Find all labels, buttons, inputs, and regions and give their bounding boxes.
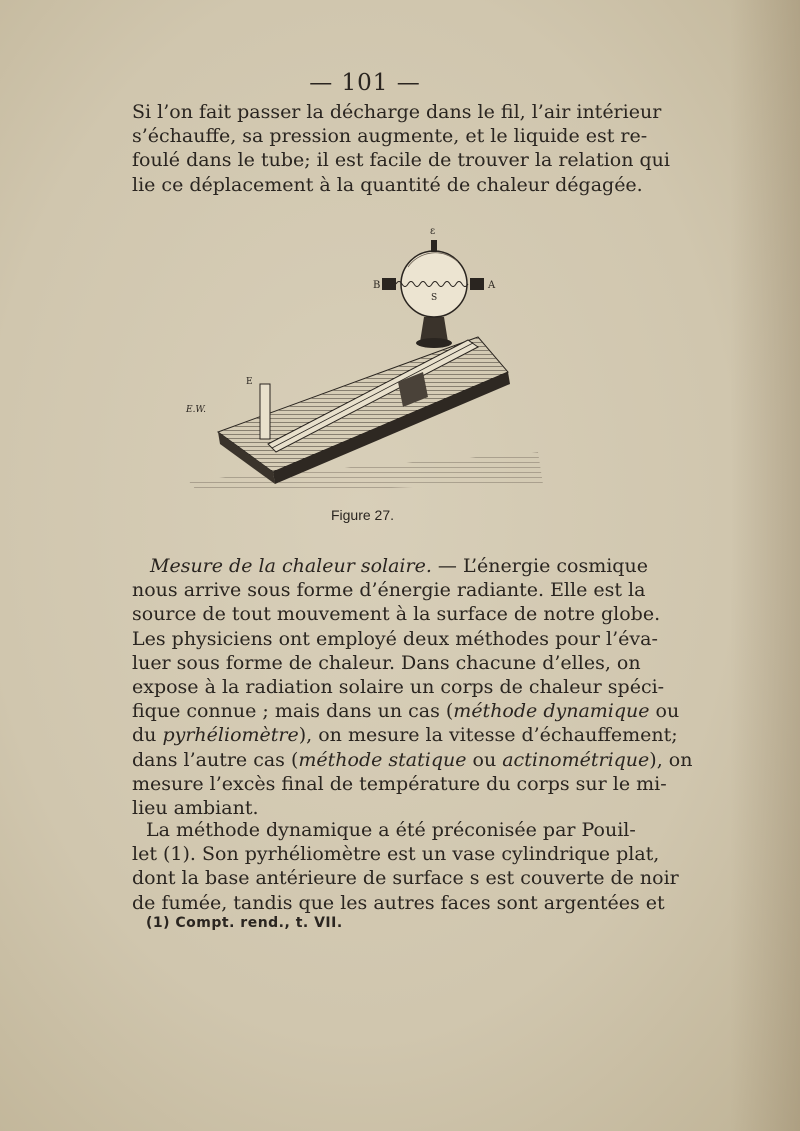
text-segment: du: [132, 724, 163, 747]
text-line: lieu ambiant.: [132, 797, 259, 820]
label-top: ε: [430, 226, 436, 237]
top-stopper: [431, 240, 437, 252]
text-line: Les physiciens ont employé deux méthodes pour l’éva-: [132, 627, 658, 650]
paragraph-2: [132, 554, 693, 820]
page-edge-stain: [730, 0, 800, 1131]
text-line: luer sous forme de chaleur. Dans chacune d’elles, on: [132, 651, 641, 674]
text-line: source de tout mouvement à la surface de notre globe.: [132, 603, 661, 626]
apparatus-engraving: [178, 222, 548, 502]
italic-term: pyrhéliomètre: [162, 724, 299, 747]
reservoir-tube: [260, 384, 270, 439]
terminal-b: [382, 278, 396, 290]
text-line: La méthode dynamique a été préconisée par Pouil-: [146, 819, 636, 841]
text-segment: ), on mesure la vitesse d’échauffement;: [298, 724, 678, 747]
paragraph-3: [132, 818, 679, 915]
text-line: foulé dans le tube; il est facile de trouver la relation qui: [132, 149, 670, 172]
italic-term: méthode statique: [298, 748, 467, 771]
text-line: de fumée, tandis que les autres faces sont argentées et: [132, 891, 665, 914]
text-segment: fique connue ; mais dans un cas (: [132, 700, 454, 723]
section-heading: Mesure de la chaleur solaire.: [150, 555, 432, 577]
text-line: [132, 699, 680, 723]
text-line: nous arrive sous forme d’énergie radiante. Elle est la: [132, 579, 646, 602]
text-segment: dans l’autre cas (: [132, 748, 299, 771]
page-number: — 101 —: [309, 70, 421, 96]
text-segment: — L’énergie cosmique: [431, 555, 648, 577]
text-line: s’échauffe, sa pression augmente, et le liquide est re-: [132, 125, 648, 148]
label-e: E: [246, 377, 253, 387]
text-line: [132, 748, 693, 772]
text-line: [132, 554, 648, 578]
text-line: Si l’on fait passer la décharge dans le fil, l’air intérieur: [132, 101, 662, 123]
engraver-signature: E.W.: [186, 405, 206, 415]
paragraph-1: [132, 100, 670, 197]
text-line: mesure l’excès final de température du corps sur le mi-: [132, 772, 667, 795]
text-segment: ), on: [649, 748, 693, 771]
text-line: expose à la radiation solaire un corps de chaleur spéci-: [132, 676, 665, 699]
label-a: A: [488, 280, 496, 291]
text-segment: ou: [649, 700, 680, 723]
footnote: (1) Compt. rend., t. VII.: [146, 915, 343, 931]
label-b: B: [373, 280, 381, 291]
figure-27-illustration: [178, 222, 548, 502]
terminal-a: [470, 278, 484, 290]
text-line: dont la base antérieure de surface s est couverte de noir: [132, 867, 679, 890]
text-line: let (1). Son pyrhéliomètre est un vase cylindrique plat,: [132, 843, 660, 866]
italic-term: actinométrique: [502, 748, 650, 771]
italic-term: méthode dynamique: [453, 700, 650, 723]
figure-caption: Figure 27.: [330, 507, 395, 523]
text-line: [132, 723, 678, 747]
text-segment: ou: [466, 748, 503, 771]
label-s: S: [431, 293, 438, 303]
pedestal-foot: [416, 338, 452, 348]
text-line: lie ce déplacement à la quantité de chaleur dégagée.: [132, 173, 643, 196]
